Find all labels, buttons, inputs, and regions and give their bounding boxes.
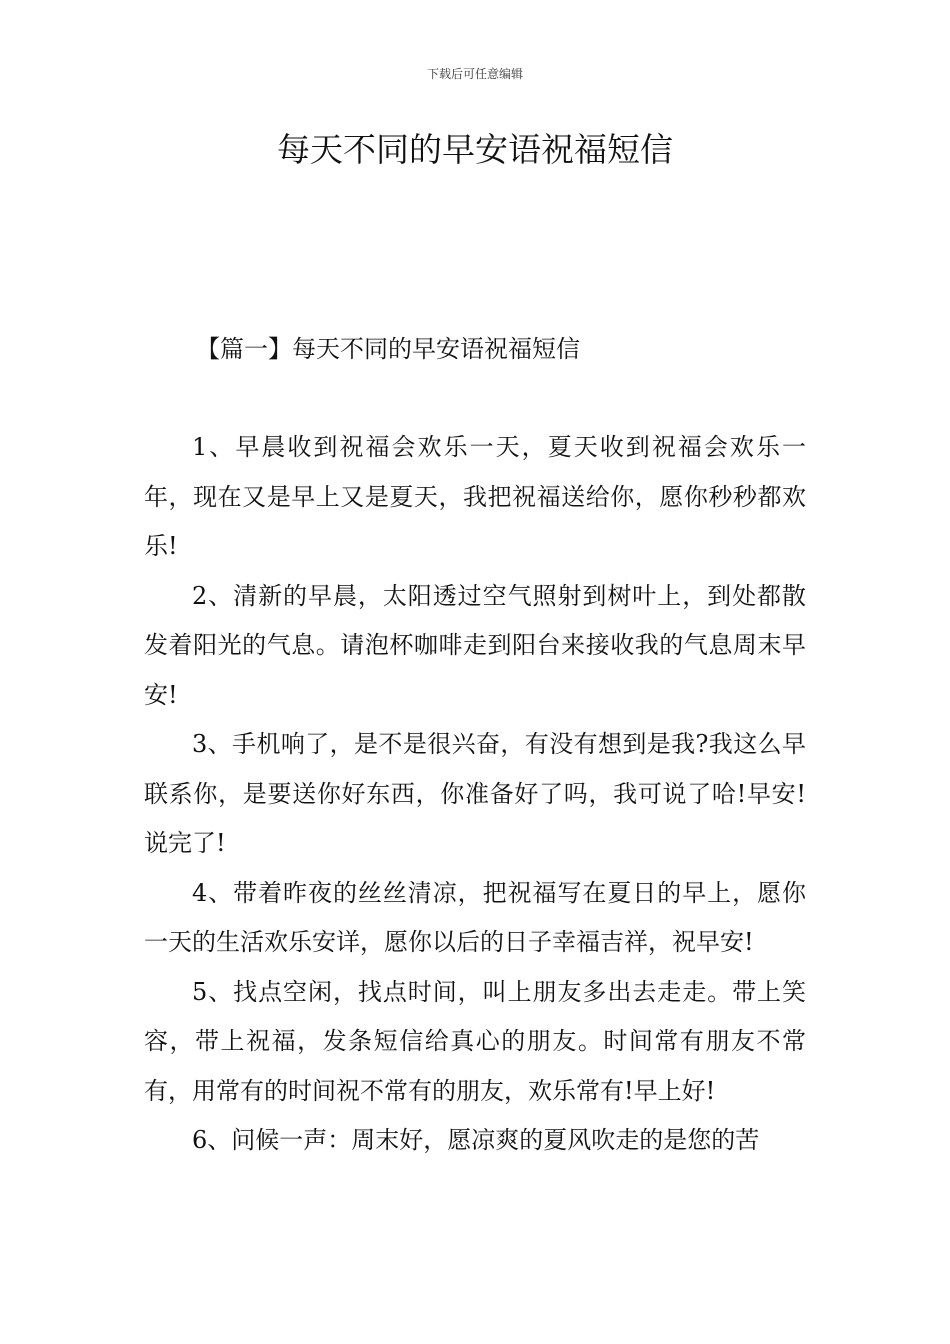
section-heading: 【篇一】每天不同的早安语祝福短信 xyxy=(196,335,580,363)
document-body xyxy=(144,423,806,1166)
paragraph-2: 2、清新的早晨，太阳透过空气照射到树叶上，到处都散发着阳光的气息。请泡杯咖啡走到阳台来接收我的气息周末早安! xyxy=(144,581,806,709)
paragraph-4: 4、带着昨夜的丝丝清凉，把祝福写在夏日的早上，愿你一天的生活欢乐安详，愿你以后的日子幸福吉祥，祝早安! xyxy=(144,878,806,956)
header-note: 下载后可任意编辑 xyxy=(426,67,523,81)
paragraph-5: 5、找点空闲，找点时间，叫上朋友多出去走走。带上笑容，带上祝福，发条短信给真心的朋友。时间常有朋友不常有，用常有的时间祝不常有的朋友，欢乐常有!早上好! xyxy=(144,977,806,1105)
paragraph-6: 6、问候一声：周末好，愿凉爽的夏风吹走的是您的苦 xyxy=(192,1126,760,1154)
paragraph-3: 3、手机响了，是不是很兴奋，有没有想到是我?我这么早联系你，是要送你好东西，你准备好了吗，我可说了哈!早安!说完了! xyxy=(144,730,806,857)
document-title: 每天不同的早安语祝福短信 xyxy=(277,130,673,169)
paragraph-1: 1、早晨收到祝福会欢乐一天，夏天收到祝福会欢乐一年，现在又是早上又是夏天，我把祝福送给你，愿你秒秒都欢乐! xyxy=(144,433,806,560)
